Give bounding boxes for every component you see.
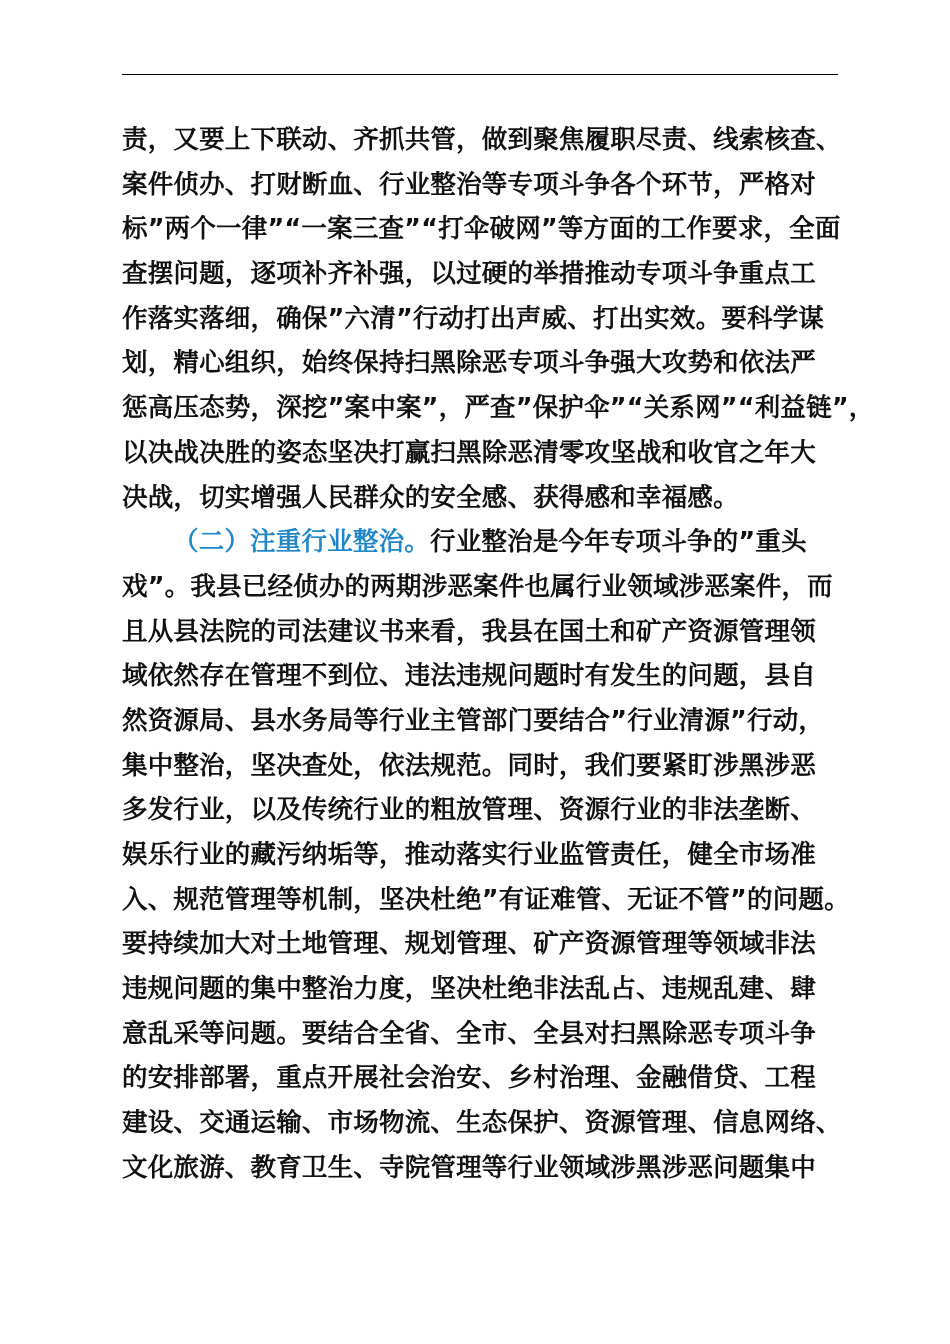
text-line: 案件侦办、打财断血、行业整治等专项斗争各个环节，严格对 <box>122 169 816 200</box>
text-line: 域依然存在管理不到位、违法违规问题时有发生的问题，县自 <box>122 661 816 692</box>
text-line: 划，精心组织，始终保持扫黑除恶专项斗争强大攻势和依法严 <box>122 348 816 379</box>
section-first-line <box>122 520 842 565</box>
text-line: 作落实落细，确保”六清”行动打出声威、打出实效。要科学谋 <box>122 303 825 334</box>
header-rule <box>122 74 838 75</box>
section-first-line-text: 行业整治是今年专项斗争的”重头 <box>430 527 807 558</box>
text-line: 文化旅游、教育卫生、寺院管理等行业领域涉黑涉恶问题集中 <box>122 1152 816 1183</box>
text-line: 且从县法院的司法建议书来看，我县在国土和矿产资源管理领 <box>122 616 816 647</box>
text-line: 多发行业，以及传统行业的粗放管理、资源行业的非法垄断、 <box>122 795 816 826</box>
text-line: 娱乐行业的藏污纳垢等，推动落实行业监管责任，健全市场准 <box>122 840 816 870</box>
text-line: 违规问题的集中整治力度，坚决杜绝非法乱占、违规乱建、肆 <box>122 974 816 1005</box>
text-line: 集中整治，坚决查处，依法规范。同时，我们要紧盯涉黑涉恶 <box>122 750 816 781</box>
text-line: 以决战决胜的姿态坚决打赢扫黑除恶清零攻坚战和收官之年大 <box>122 437 816 468</box>
text-line: 然资源局、县水务局等行业主管部门要结合”行业清源”行动， <box>122 705 825 736</box>
text-line: 查摆问题，逐项补齐补强，以过硬的举措推动专项斗争重点工 <box>122 259 816 290</box>
paragraph-2 <box>122 520 850 1190</box>
text-line: 决战，切实增强人民群众的安全感、获得感和幸福感。 <box>122 482 739 513</box>
text-line: 入、规范管理等机制，坚决杜绝”有证难管、无证不管”的问题。 <box>122 884 850 915</box>
text-line: 标”两个一律”“一案三查”“打伞破网”等方面的工作要求，全面 <box>122 214 841 245</box>
text-line: 要持续加大对土地管理、规划管理、矿产资源管理等领域非法 <box>122 929 816 960</box>
text-line: 的安排部署，重点开展社会治安、乡村治理、金融借贷、工程 <box>122 1063 816 1094</box>
text-line: 戏”。我县已经侦办的两期涉恶案件也属行业领域涉恶案件，而 <box>122 571 833 602</box>
text-line: 意乱采等问题。要结合全省、全市、全县对扫黑除恶专项斗争 <box>122 1018 816 1049</box>
document-body <box>122 118 875 1191</box>
text-line: 建设、交通运输、市场物流、生态保护、资源管理、信息网络、 <box>122 1108 842 1139</box>
paragraph-1 <box>122 118 875 520</box>
text-line: 惩高压态势，深挖”案中案”，严查”保护伞”“关系网”“利益链”， <box>122 393 875 424</box>
text-line: 责，又要上下联动、齐抓共管，做到聚焦履职尽责、线索核查、 <box>122 125 842 155</box>
section-heading: （二）注重行业整治。 <box>173 527 431 558</box>
